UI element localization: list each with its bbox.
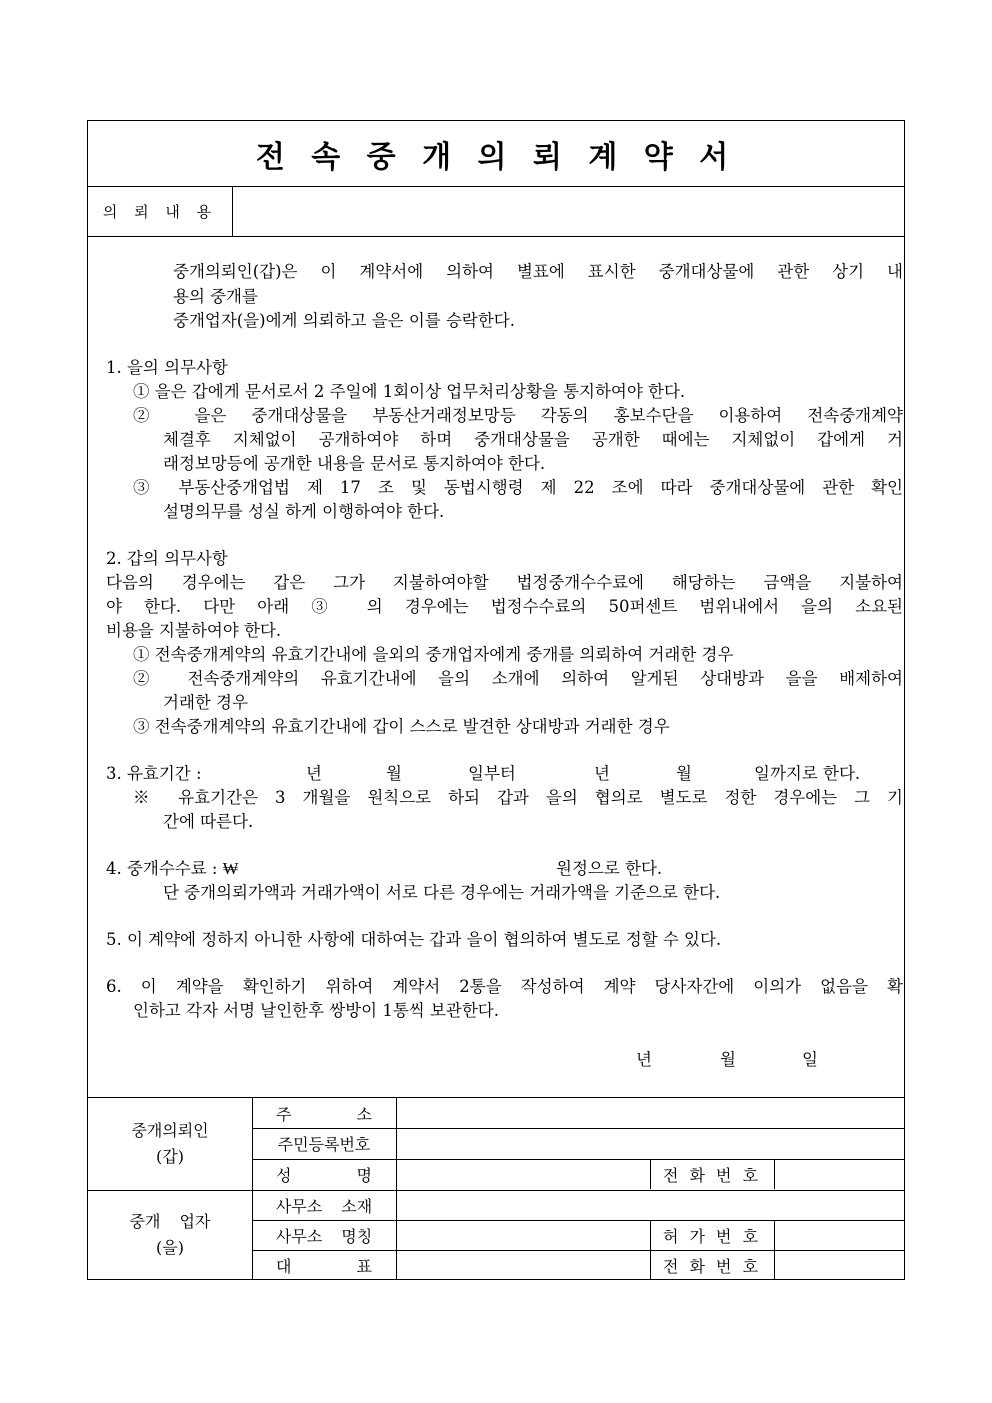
sec2-para-2: 야 한다. 다만 아래 ③ 의 경우에는 법정수수료의 50퍼센트 범위내에서 을의 소요된 xyxy=(106,597,903,616)
broker-license-field[interactable] xyxy=(774,1220,904,1250)
sec3-start-day: 일부터 xyxy=(468,764,516,783)
signature-table xyxy=(88,1097,904,1281)
intro-line-1: 중개의뢰인(갑)은 이 계약서에 의하여 별표에 표시한 중개대상물에 관한 상기 내 xyxy=(173,262,903,281)
client-phone-label: 전 화 번 호 xyxy=(662,1166,762,1185)
sec2-item-2a: ② 전속중개계약의 유효기간내에 을의 소개에 의하여 알게된 상대방과 을을 배제하여 xyxy=(133,669,903,688)
contract-body xyxy=(88,237,904,1097)
sec1-item-2b: 체결후 지체없이 공개하여야 하며 중개대상물을 공개한 때에는 지체없이 갑에게 거 xyxy=(163,430,903,449)
sec5-text: 5. 이 계약에 정하지 아니한 사항에 대하여는 갑과 을이 협의하여 별도로 정할 수 있다. xyxy=(106,930,722,949)
client-party-label xyxy=(88,1098,252,1190)
sec3-note-a: ※ 유효기간은 3 개월을 원칙으로 하되 갑과 을의 협의로 별도로 정한 경우에는 그 기 xyxy=(133,788,903,807)
broker-office-location-field[interactable] xyxy=(396,1190,904,1220)
client-id-field[interactable] xyxy=(396,1128,904,1159)
sec3-start-year: 년 xyxy=(306,764,322,783)
sec3-end-year: 년 xyxy=(594,764,610,783)
sec1-item-2a: ② 을은 중개대상물을 부동산거래정보망등 각동의 홍보수단을 이용하여 전속중개계약 xyxy=(133,406,903,425)
broker-label-line1: 중개 업자 xyxy=(129,1212,211,1232)
request-content-label: 의 뢰 내 용 xyxy=(88,187,233,236)
date-year: 년 xyxy=(636,1050,652,1069)
client-address-field[interactable] xyxy=(396,1098,904,1128)
sec1-item-3a: ③ 부동산중개업법 제 17 조 및 동법시행령 제 22 조에 따라 중개대상물에 관한 확인 xyxy=(133,478,903,497)
intro-line-3: 중개업자(을)에게 의뢰하고 을은 이를 승락한다. xyxy=(173,311,515,330)
request-content-row xyxy=(88,187,904,237)
sec2-para-1: 다음의 경우에는 갑은 그가 지불하여야할 법정중개수수료에 해당하는 금액을 지불하여 xyxy=(106,573,903,592)
sec1-heading: 1. 을의 의무사항 xyxy=(106,358,228,377)
sec4-note: 단 중개의뢰가액과 거래가액이 서로 다른 경우에는 거래가액을 기준으로 한다. xyxy=(163,883,721,902)
sec2-para-3: 비용을 지불하여야 한다. xyxy=(106,621,282,640)
date-day: 일 xyxy=(802,1050,818,1069)
broker-phone-label: 전 화 번 호 xyxy=(662,1256,762,1276)
client-name-label: 성 명 xyxy=(276,1166,372,1185)
broker-label-line2: (을) xyxy=(156,1238,184,1257)
broker-license-label: 허 가 번 호 xyxy=(662,1226,762,1246)
client-phone-field[interactable] xyxy=(774,1159,904,1190)
sec1-item-1: ① 을은 갑에게 문서로서 2 주일에 1회이상 업무처리상황을 통지하여야 한다. xyxy=(133,382,686,401)
sec2-item-1: ① 전속중개계약의 유효기간내에 을외의 중개업자에게 중개를 의뢰하여 거래한 경우 xyxy=(133,645,734,664)
broker-office-name-field[interactable] xyxy=(396,1220,650,1250)
broker-representative-label: 대 표 xyxy=(276,1256,372,1276)
sec6-line-a: 6. 이 계약을 확인하기 위하여 계약서 2통을 작성하여 계약 당사자간에 이의가 없음을 확 xyxy=(106,977,903,996)
request-content-field[interactable] xyxy=(233,187,904,236)
broker-phone-field[interactable] xyxy=(774,1250,904,1280)
sec3-start-month: 월 xyxy=(386,764,402,783)
broker-party-label xyxy=(88,1190,252,1280)
client-address-label: 주 소 xyxy=(276,1104,372,1124)
broker-office-name-label: 사무소 명칭 xyxy=(275,1226,373,1246)
sec3-end-day: 일까지로 한다. xyxy=(754,764,861,783)
sec2-item-2b: 거래한 경우 xyxy=(163,693,248,712)
broker-representative-field[interactable] xyxy=(396,1250,650,1280)
client-label-line1: 중개의뢰인 xyxy=(131,1121,209,1141)
sec4-tail: 원정으로 한다. xyxy=(556,859,663,878)
sec4-label: 4. 중개수수료 : ₩ xyxy=(106,859,239,878)
sec3-end-month: 월 xyxy=(676,764,692,783)
client-label-line2: (갑) xyxy=(156,1147,184,1166)
sec2-heading: 2. 갑의 의무사항 xyxy=(106,549,228,568)
client-id-label: 주민등록번호 xyxy=(277,1135,371,1154)
intro-line-2: 용의 중개를 xyxy=(173,287,258,306)
sec1-item-3b: 설명의무를 성실 하게 이행하여야 한다. xyxy=(163,502,445,521)
sec1-item-2c: 래정보망등에 공개한 내용을 문서로 통지하여야 한다. xyxy=(163,454,546,473)
sec2-item-3: ③ 전속중개계약의 유효기간내에 갑이 스스로 발견한 상대방과 거래한 경우 xyxy=(133,717,670,736)
client-name-field[interactable] xyxy=(396,1159,650,1190)
sec6-line-b: 인하고 각자 서명 날인한후 쌍방이 1통씩 보관한다. xyxy=(133,1001,499,1020)
sec3-label: 3. 유효기간 : xyxy=(106,764,202,783)
broker-office-location-label: 사무소 소재 xyxy=(275,1196,373,1216)
date-month: 월 xyxy=(720,1050,736,1069)
contract-form xyxy=(87,120,905,1280)
sec3-note-b: 간에 따른다. xyxy=(163,812,254,831)
document-title: 전 속 중 개 의 뢰 계 약 서 xyxy=(88,121,904,187)
